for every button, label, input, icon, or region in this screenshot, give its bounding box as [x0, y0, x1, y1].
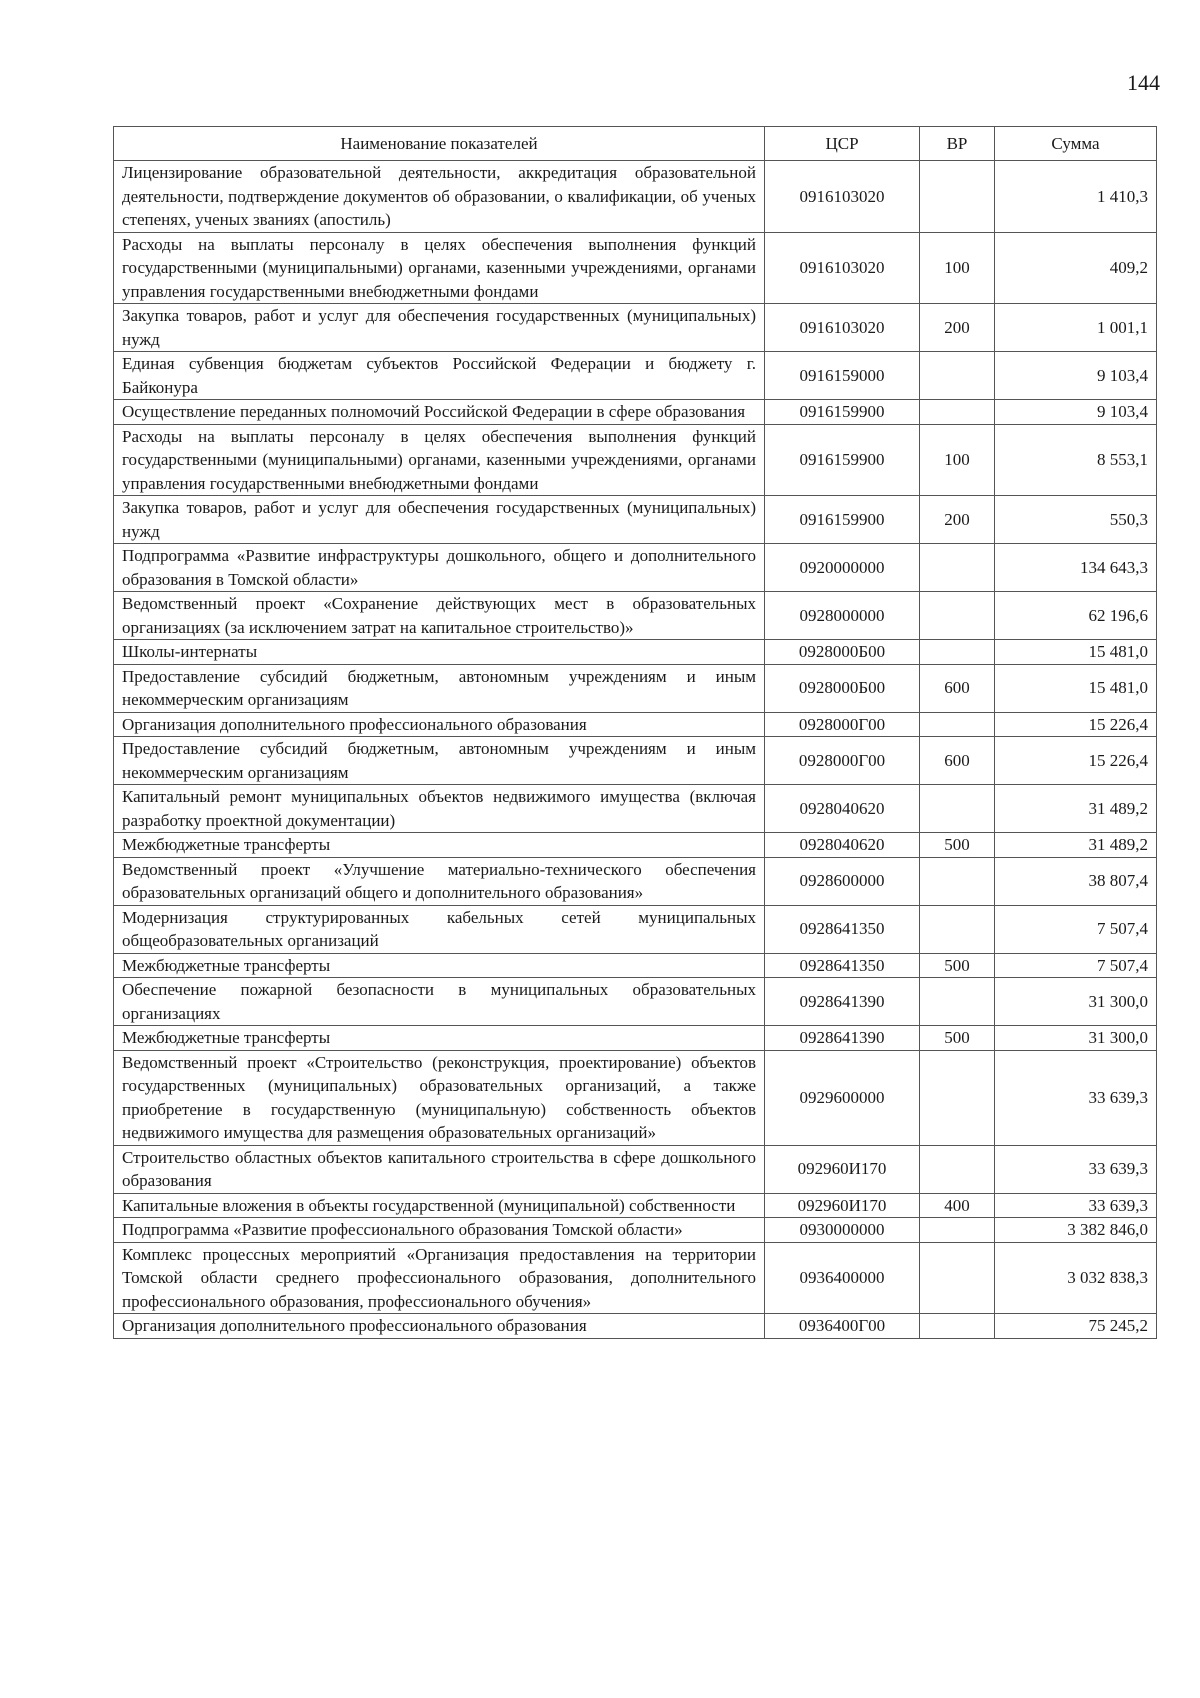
row-vr-cell [920, 712, 995, 737]
row-vr-cell [920, 592, 995, 640]
row-name-cell: Подпрограмма «Развитие профессионального образования Томской области» [114, 1218, 765, 1243]
row-name-cell: Организация дополнительного профессионального образования [114, 712, 765, 737]
budget-table [113, 126, 1157, 1339]
table-row [114, 857, 1157, 905]
row-name-cell: Предоставление субсидий бюджетным, автономным учреждениям и иным некоммерческим организациям [114, 737, 765, 785]
row-vr-cell: 500 [920, 1026, 995, 1051]
row-name-cell: Капитальный ремонт муниципальных объектов недвижимого имущества (включая разработку проектной документации) [114, 785, 765, 833]
row-csr-cell: 0929600000 [765, 1050, 920, 1145]
row-name-cell: Комплекс процессных мероприятий «Организация предоставления на территории Томской области среднего профессионального образования, дополнительного профессионального образования, профессионального обучения» [114, 1242, 765, 1314]
row-sum-cell: 15 226,4 [995, 737, 1157, 785]
row-name-cell: Ведомственный проект «Улучшение материально-технического обеспечения образовательных организаций общего и дополнительного образования» [114, 857, 765, 905]
row-sum-cell: 33 639,3 [995, 1145, 1157, 1193]
row-name-cell: Ведомственный проект «Сохранение действующих мест в образовательных организациях (за исключением затрат на капитальное строительство)» [114, 592, 765, 640]
row-sum-cell: 62 196,6 [995, 592, 1157, 640]
row-vr-cell: 100 [920, 424, 995, 496]
row-sum-cell: 9 103,4 [995, 400, 1157, 425]
row-csr-cell: 0928000Г00 [765, 737, 920, 785]
row-csr-cell: 0928641350 [765, 905, 920, 953]
row-vr-cell [920, 640, 995, 665]
row-csr-cell: 0928000Б00 [765, 664, 920, 712]
row-name-cell: Капитальные вложения в объекты государственной (муниципальной) собственности [114, 1193, 765, 1218]
row-vr-cell [920, 1145, 995, 1193]
row-name-cell: Обеспечение пожарной безопасности в муниципальных образовательных организациях [114, 978, 765, 1026]
table-row [114, 664, 1157, 712]
row-sum-cell: 8 553,1 [995, 424, 1157, 496]
row-name-cell: Межбюджетные трансферты [114, 833, 765, 858]
row-vr-cell: 100 [920, 232, 995, 304]
row-vr-cell [920, 785, 995, 833]
row-vr-cell: 600 [920, 737, 995, 785]
row-csr-cell: 0928040620 [765, 785, 920, 833]
row-sum-cell: 38 807,4 [995, 857, 1157, 905]
table-row [114, 1193, 1157, 1218]
row-name-cell: Единая субвенция бюджетам субъектов Российской Федерации и бюджету г. Байконура [114, 352, 765, 400]
row-csr-cell: 0916103020 [765, 304, 920, 352]
table-row [114, 1050, 1157, 1145]
row-vr-cell: 500 [920, 833, 995, 858]
row-sum-cell: 550,3 [995, 496, 1157, 544]
table-row [114, 400, 1157, 425]
table-row [114, 161, 1157, 233]
header-row [114, 127, 1157, 161]
row-name-cell: Ведомственный проект «Строительство (реконструкция, проектирование) объектов государственных (муниципальных) образовательных организаций, а также приобретение в государственную (муниципальную) собственность объектов недвижимого имущества для размещения образовательных организаций» [114, 1050, 765, 1145]
table-row [114, 737, 1157, 785]
table-row [114, 953, 1157, 978]
row-vr-cell [920, 978, 995, 1026]
row-vr-cell [920, 161, 995, 233]
table-row [114, 1026, 1157, 1051]
row-csr-cell: 0920000000 [765, 544, 920, 592]
row-csr-cell: 0916103020 [765, 232, 920, 304]
row-csr-cell: 0928040620 [765, 833, 920, 858]
row-csr-cell: 0916159900 [765, 400, 920, 425]
table-body [114, 161, 1157, 1339]
table-row [114, 1218, 1157, 1243]
header-name: Наименование показателей [114, 127, 765, 161]
row-name-cell: Межбюджетные трансферты [114, 1026, 765, 1051]
row-csr-cell: 0936400Г00 [765, 1314, 920, 1339]
table-row [114, 424, 1157, 496]
row-name-cell: Предоставление субсидий бюджетным, автономным учреждениям и иным некоммерческим организациям [114, 664, 765, 712]
row-name-cell: Организация дополнительного профессионального образования [114, 1314, 765, 1339]
row-sum-cell: 7 507,4 [995, 905, 1157, 953]
table-row [114, 1145, 1157, 1193]
row-name-cell: Расходы на выплаты персоналу в целях обеспечения выполнения функций государственными (муниципальными) органами, казенными учреждениями, органами управления государственными внебюджетными фондами [114, 424, 765, 496]
row-sum-cell: 1 410,3 [995, 161, 1157, 233]
row-csr-cell: 0928000000 [765, 592, 920, 640]
row-sum-cell: 31 489,2 [995, 833, 1157, 858]
row-name-cell: Расходы на выплаты персоналу в целях обеспечения выполнения функций государственными (муниципальными) органами, казенными учреждениями, органами управления государственными внебюджетными фондами [114, 232, 765, 304]
row-csr-cell: 0916159900 [765, 496, 920, 544]
header-csr: ЦСР [765, 127, 920, 161]
table-row [114, 496, 1157, 544]
row-sum-cell: 9 103,4 [995, 352, 1157, 400]
row-sum-cell: 31 489,2 [995, 785, 1157, 833]
table-row [114, 640, 1157, 665]
row-sum-cell: 33 639,3 [995, 1050, 1157, 1145]
row-name-cell: Закупка товаров, работ и услуг для обеспечения государственных (муниципальных) нужд [114, 496, 765, 544]
row-sum-cell: 7 507,4 [995, 953, 1157, 978]
row-sum-cell: 31 300,0 [995, 1026, 1157, 1051]
table-row [114, 978, 1157, 1026]
row-csr-cell: 0928000Б00 [765, 640, 920, 665]
row-csr-cell: 0928000Г00 [765, 712, 920, 737]
row-vr-cell [920, 905, 995, 953]
table-row [114, 712, 1157, 737]
table-row [114, 1314, 1157, 1339]
row-csr-cell: 0916103020 [765, 161, 920, 233]
row-sum-cell: 15 481,0 [995, 640, 1157, 665]
row-sum-cell: 134 643,3 [995, 544, 1157, 592]
row-vr-cell [920, 1314, 995, 1339]
row-name-cell: Межбюджетные трансферты [114, 953, 765, 978]
table-row [114, 905, 1157, 953]
row-name-cell: Модернизация структурированных кабельных сетей муниципальных общеобразовательных организаций [114, 905, 765, 953]
row-sum-cell: 31 300,0 [995, 978, 1157, 1026]
row-name-cell: Строительство областных объектов капитального строительства в сфере дошкольного образования [114, 1145, 765, 1193]
row-vr-cell [920, 857, 995, 905]
row-sum-cell: 409,2 [995, 232, 1157, 304]
row-csr-cell: 0928641350 [765, 953, 920, 978]
table-row [114, 232, 1157, 304]
row-csr-cell: 0916159000 [765, 352, 920, 400]
row-sum-cell: 75 245,2 [995, 1314, 1157, 1339]
row-csr-cell: 0930000000 [765, 1218, 920, 1243]
row-sum-cell: 15 226,4 [995, 712, 1157, 737]
row-name-cell: Лицензирование образовательной деятельности, аккредитация образовательной деятельности, подтверждение документов об образовании, о квалификации, об ученых степенях, ученых званиях (апостиль) [114, 161, 765, 233]
row-vr-cell [920, 1050, 995, 1145]
header-vr: ВР [920, 127, 995, 161]
row-sum-cell: 1 001,1 [995, 304, 1157, 352]
row-csr-cell: 092960И170 [765, 1145, 920, 1193]
row-sum-cell: 3 032 838,3 [995, 1242, 1157, 1314]
table-row [114, 544, 1157, 592]
table-row [114, 304, 1157, 352]
row-vr-cell: 500 [920, 953, 995, 978]
row-csr-cell: 0916159900 [765, 424, 920, 496]
row-csr-cell: 0936400000 [765, 1242, 920, 1314]
row-vr-cell [920, 1218, 995, 1243]
row-csr-cell: 092960И170 [765, 1193, 920, 1218]
table-row [114, 785, 1157, 833]
table-row [114, 352, 1157, 400]
row-name-cell: Подпрограмма «Развитие инфраструктуры дошкольного, общего и дополнительного образования в Томской области» [114, 544, 765, 592]
table-row [114, 833, 1157, 858]
row-vr-cell: 400 [920, 1193, 995, 1218]
row-csr-cell: 0928641390 [765, 1026, 920, 1051]
row-vr-cell [920, 400, 995, 425]
row-vr-cell: 200 [920, 304, 995, 352]
row-name-cell: Школы-интернаты [114, 640, 765, 665]
table-row [114, 1242, 1157, 1314]
row-vr-cell: 200 [920, 496, 995, 544]
row-vr-cell [920, 544, 995, 592]
table-row [114, 592, 1157, 640]
row-name-cell: Осуществление переданных полномочий Российской Федерации в сфере образования [114, 400, 765, 425]
table-header [114, 127, 1157, 161]
row-csr-cell: 0928600000 [765, 857, 920, 905]
row-vr-cell [920, 352, 995, 400]
row-sum-cell: 33 639,3 [995, 1193, 1157, 1218]
page-number: 144 [1127, 70, 1160, 95]
row-sum-cell: 3 382 846,0 [995, 1218, 1157, 1243]
row-vr-cell [920, 1242, 995, 1314]
header-sum: Сумма [995, 127, 1157, 161]
row-sum-cell: 15 481,0 [995, 664, 1157, 712]
row-name-cell: Закупка товаров, работ и услуг для обеспечения государственных (муниципальных) нужд [114, 304, 765, 352]
row-csr-cell: 0928641390 [765, 978, 920, 1026]
row-vr-cell: 600 [920, 664, 995, 712]
